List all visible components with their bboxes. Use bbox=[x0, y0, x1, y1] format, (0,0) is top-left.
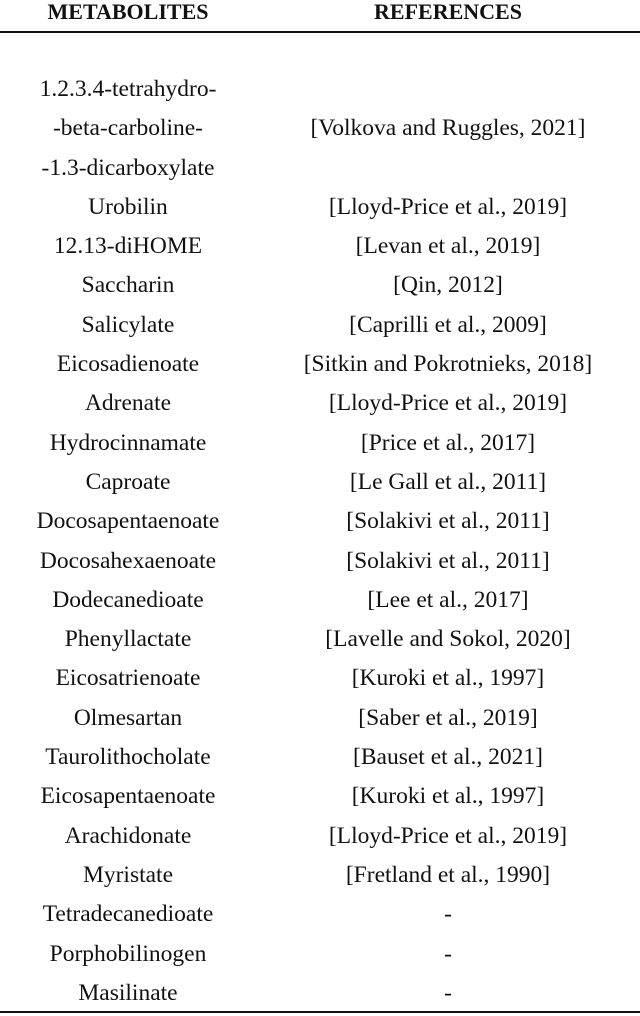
reference-text: - bbox=[444, 979, 452, 1006]
reference-cell bbox=[256, 227, 640, 266]
metabolite-name: Docosahexaenoate bbox=[39, 547, 217, 574]
metabolite-cell bbox=[0, 974, 256, 1013]
reference-cell bbox=[256, 738, 640, 777]
reference-text: [Solakivi et al., 2011] bbox=[346, 508, 550, 535]
metabolite-cell bbox=[0, 70, 256, 188]
metabolite-name: Olmesartan bbox=[73, 704, 183, 731]
table-header bbox=[0, 0, 640, 28]
table-row bbox=[0, 227, 640, 266]
reference-cell bbox=[256, 306, 640, 345]
metabolite-name: 12.13-diHOME bbox=[53, 233, 203, 260]
metabolite-name: Myristate bbox=[82, 861, 174, 888]
metabolite-cell bbox=[0, 502, 256, 541]
reference-cell bbox=[256, 384, 640, 423]
header-metabolites: METABOLITES bbox=[47, 0, 209, 24]
metabolite-cell bbox=[0, 345, 256, 384]
metabolite-name: Caproate bbox=[85, 468, 171, 495]
table-row bbox=[0, 817, 640, 856]
reference-cell bbox=[256, 856, 640, 895]
reference-cell bbox=[256, 463, 640, 502]
metabolite-name: 1.2.3.4-tetrahydro- bbox=[39, 76, 217, 102]
reference-text: [Caprilli et al., 2009] bbox=[349, 311, 547, 338]
metabolite-name: Taurolithocholate bbox=[45, 744, 211, 771]
metabolite-name: Adrenate bbox=[84, 390, 172, 417]
metabolite-name: Docosapentaenoate bbox=[36, 508, 220, 535]
metabolite-name: Eicosadienoate bbox=[56, 351, 200, 378]
reference-cell bbox=[256, 777, 640, 816]
metabolite-cell bbox=[0, 424, 256, 463]
metabolite-cell bbox=[0, 188, 256, 227]
reference-cell bbox=[256, 188, 640, 227]
reference-cell bbox=[256, 70, 640, 188]
table-row bbox=[0, 70, 640, 188]
reference-cell bbox=[256, 266, 640, 305]
metabolite-name: Saccharin bbox=[81, 272, 175, 299]
reference-cell bbox=[256, 502, 640, 541]
table-row bbox=[0, 620, 640, 659]
reference-cell bbox=[256, 659, 640, 698]
table-row bbox=[0, 777, 640, 816]
metabolite-cell bbox=[0, 935, 256, 974]
table-row bbox=[0, 424, 640, 463]
metabolite-cell bbox=[0, 738, 256, 777]
metabolite-name: Porphobilinogen bbox=[49, 940, 207, 967]
metabolite-cell bbox=[0, 699, 256, 738]
reference-text: [Sitkin and Pokrotnieks, 2018] bbox=[303, 351, 593, 378]
table-row bbox=[0, 974, 640, 1013]
metabolite-cell bbox=[0, 659, 256, 698]
header-references: REFERENCES bbox=[374, 0, 522, 24]
table-row bbox=[0, 856, 640, 895]
top-rule bbox=[0, 31, 640, 33]
table-body bbox=[0, 70, 640, 1013]
reference-text: [Lloyd-Price et al., 2019] bbox=[328, 193, 568, 220]
metabolite-name: Eicosapentaenoate bbox=[40, 783, 216, 810]
reference-cell bbox=[256, 895, 640, 934]
reference-text: [Bauset et al., 2021] bbox=[353, 744, 543, 771]
table-row bbox=[0, 542, 640, 581]
reference-cell bbox=[256, 345, 640, 384]
metabolite-name: Urobilin bbox=[88, 193, 168, 220]
metabolite-cell bbox=[0, 542, 256, 581]
table-row bbox=[0, 345, 640, 384]
metabolite-cell bbox=[0, 620, 256, 659]
metabolite-name: Dodecanedioate bbox=[52, 586, 204, 613]
reference-cell bbox=[256, 542, 640, 581]
metabolite-name: Phenyllactate bbox=[64, 626, 192, 653]
reference-cell bbox=[256, 817, 640, 856]
metabolite-cell bbox=[0, 581, 256, 620]
reference-text: [Kuroki et al., 1997] bbox=[351, 665, 545, 692]
metabolite-name: Masilinate bbox=[78, 979, 178, 1006]
reference-text: [Fretland et al., 1990] bbox=[345, 861, 551, 888]
table-row bbox=[0, 895, 640, 934]
metabolite-name: Hydrocinnamate bbox=[49, 429, 207, 456]
reference-text: [Le Gall et al., 2011] bbox=[349, 468, 547, 495]
metabolite-cell bbox=[0, 856, 256, 895]
reference-cell bbox=[256, 699, 640, 738]
reference-text: [Levan et al., 2019] bbox=[355, 233, 541, 260]
table-row bbox=[0, 306, 640, 345]
table-row bbox=[0, 738, 640, 777]
table-row bbox=[0, 935, 640, 974]
reference-text: [Price et al., 2017] bbox=[360, 429, 536, 456]
metabolite-cell bbox=[0, 227, 256, 266]
metabolite-name: Arachidonate bbox=[64, 822, 192, 849]
metabolite-name: Eicosatrienoate bbox=[55, 665, 201, 692]
reference-cell bbox=[256, 620, 640, 659]
reference-cell bbox=[256, 935, 640, 974]
metabolite-cell bbox=[0, 306, 256, 345]
reference-text: - bbox=[444, 901, 452, 928]
reference-text: - bbox=[444, 940, 452, 967]
reference-text: [Kuroki et al., 1997] bbox=[351, 783, 545, 810]
metabolite-cell bbox=[0, 777, 256, 816]
table-row bbox=[0, 659, 640, 698]
metabolite-cell bbox=[0, 463, 256, 502]
reference-text: [Solakivi et al., 2011] bbox=[346, 547, 550, 574]
metabolite-cell bbox=[0, 895, 256, 934]
table-row bbox=[0, 384, 640, 423]
metabolite-cell bbox=[0, 266, 256, 305]
bottom-rule bbox=[0, 1011, 640, 1013]
metabolite-name: -1.3-dicarboxylate bbox=[41, 154, 215, 181]
reference-text: [Qin, 2012] bbox=[393, 272, 503, 299]
metabolite-cell bbox=[0, 384, 256, 423]
metabolite-name: -beta-carboline- bbox=[52, 115, 204, 142]
reference-text: [Lee et al., 2017] bbox=[367, 586, 529, 613]
metabolite-cell bbox=[0, 817, 256, 856]
reference-cell bbox=[256, 581, 640, 620]
reference-text: [Volkova and Ruggles, 2021] bbox=[310, 115, 586, 142]
metabolite-name: Tetradecanedioate bbox=[42, 901, 214, 928]
table-row bbox=[0, 266, 640, 305]
reference-text: [Lavelle and Sokol, 2020] bbox=[325, 626, 571, 653]
reference-text: [Saber et al., 2019] bbox=[358, 704, 538, 731]
reference-text: [Lloyd-Price et al., 2019] bbox=[328, 822, 568, 849]
table-row bbox=[0, 188, 640, 227]
table-row bbox=[0, 502, 640, 541]
table-row bbox=[0, 699, 640, 738]
reference-text: [Lloyd-Price et al., 2019] bbox=[328, 390, 568, 417]
metabolite-name: Salicylate bbox=[81, 311, 175, 338]
table-row bbox=[0, 581, 640, 620]
table-row bbox=[0, 463, 640, 502]
reference-cell bbox=[256, 974, 640, 1013]
reference-cell bbox=[256, 424, 640, 463]
